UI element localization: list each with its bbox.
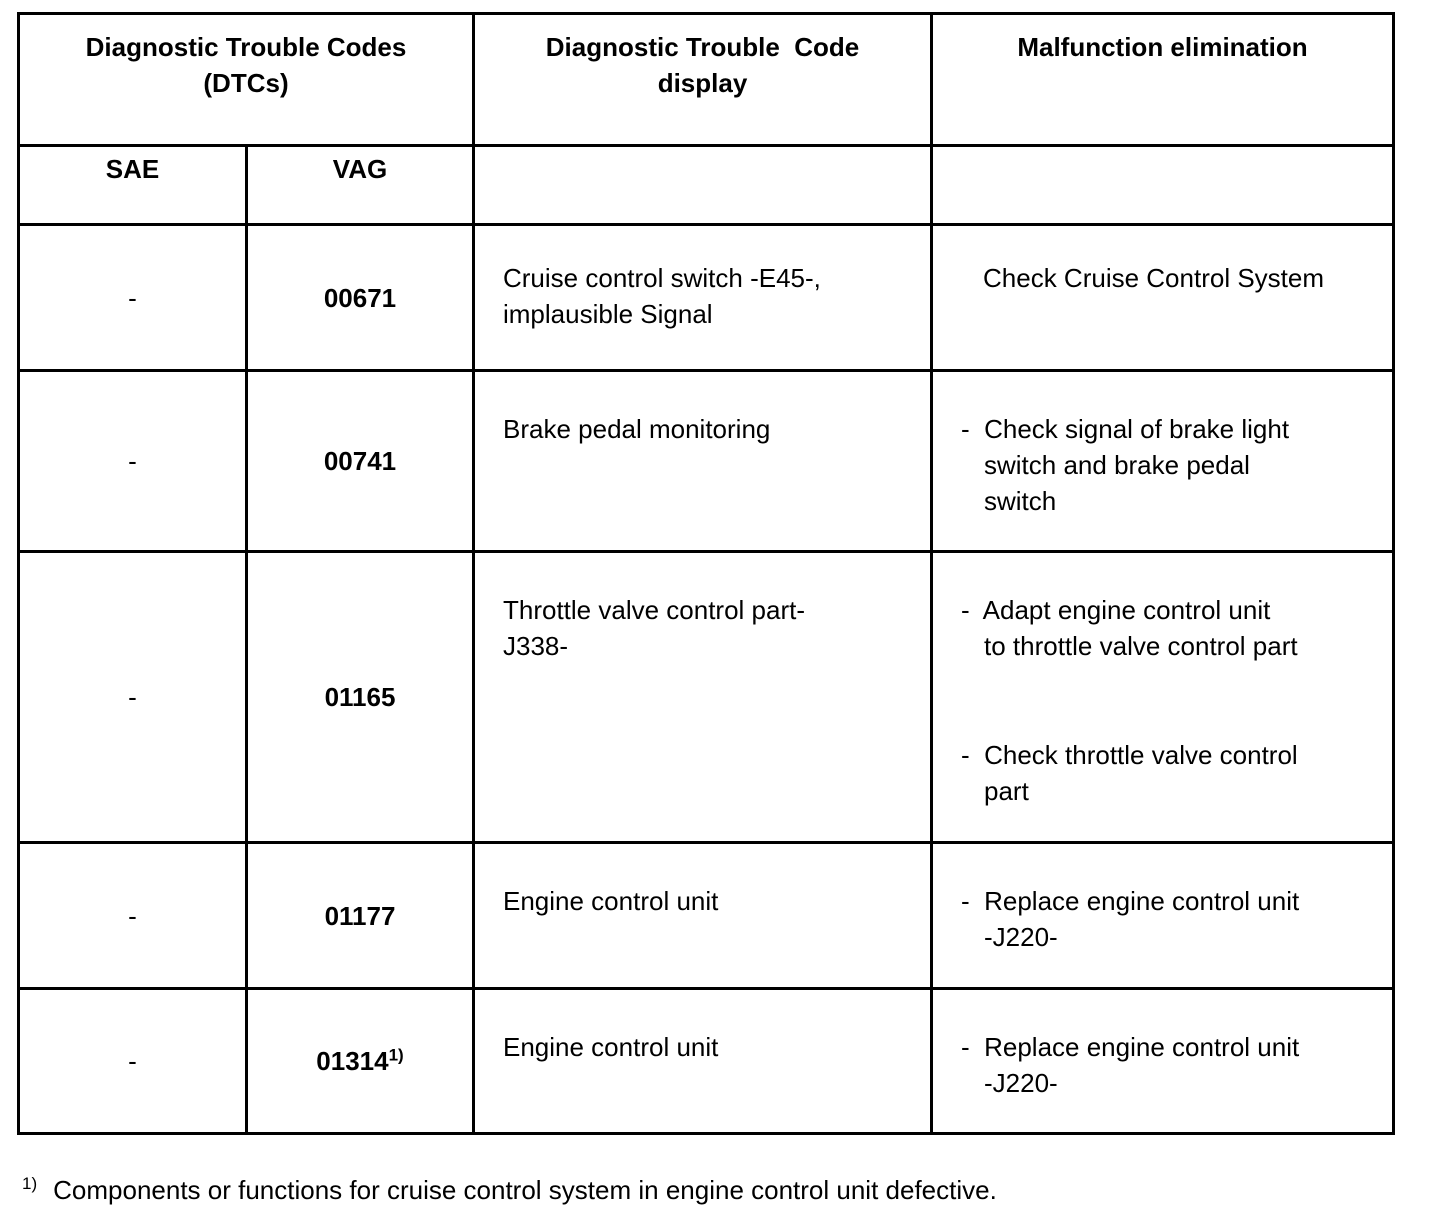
vag-code: 01177 — [247, 843, 474, 989]
footnote-text: Components or functions for cruise control system in engine control unit defective. — [53, 1175, 997, 1205]
header-elimination: Malfunction elimination — [932, 14, 1394, 146]
code-display: Brake pedal monitoring — [474, 371, 932, 552]
table-row — [19, 225, 1394, 371]
sae-code: - — [19, 371, 247, 552]
malfunction-elimination: - Replace engine control unit -J220- — [932, 989, 1394, 1134]
sae-code: - — [19, 843, 247, 989]
header-display: Diagnostic Trouble Code display — [474, 14, 932, 146]
footnote-ref: 1) — [388, 1045, 404, 1065]
vag-code: 01165 — [247, 552, 474, 843]
malfunction-elimination: - Check signal of brake light switch and brake pedal switch — [932, 371, 1394, 552]
footnote-marker: 1) — [22, 1174, 38, 1194]
sae-code: - — [19, 552, 247, 843]
malfunction-elimination: - Adapt engine control unit to throttle valve control part - Check throttle valve control part — [932, 552, 1394, 843]
header-row — [19, 14, 1394, 146]
table-row — [19, 989, 1394, 1134]
vag-code: 01314$^{1)}$ — [247, 989, 474, 1134]
code-display: Cruise control switch -E45-, implausible Signal — [474, 225, 932, 371]
table-row — [19, 843, 1394, 989]
sae-code: - — [19, 989, 247, 1134]
subheader-empty-display — [474, 146, 932, 225]
code-display: Throttle valve control part- J338- — [474, 552, 932, 843]
subheader-empty-elim — [932, 146, 1394, 225]
table-row — [19, 371, 1394, 552]
malfunction-elimination: - Replace engine control unit -J220- — [932, 843, 1394, 989]
vag-code: 00741 — [247, 371, 474, 552]
subheader-row — [19, 146, 1394, 225]
table-row — [19, 552, 1394, 843]
malfunction-elimination: Check Cruise Control System — [932, 225, 1394, 371]
sae-code: - — [19, 225, 247, 371]
dtc-table — [17, 12, 1395, 1135]
subheader-sae: SAE — [19, 146, 247, 225]
code-display: Engine control unit — [474, 843, 932, 989]
header-dtc: Diagnostic Trouble Codes (DTCs) — [19, 14, 474, 146]
footnote — [22, 1172, 997, 1208]
vag-code: 00671 — [247, 225, 474, 371]
subheader-vag: VAG — [247, 146, 474, 225]
code-display: Engine control unit — [474, 989, 932, 1134]
